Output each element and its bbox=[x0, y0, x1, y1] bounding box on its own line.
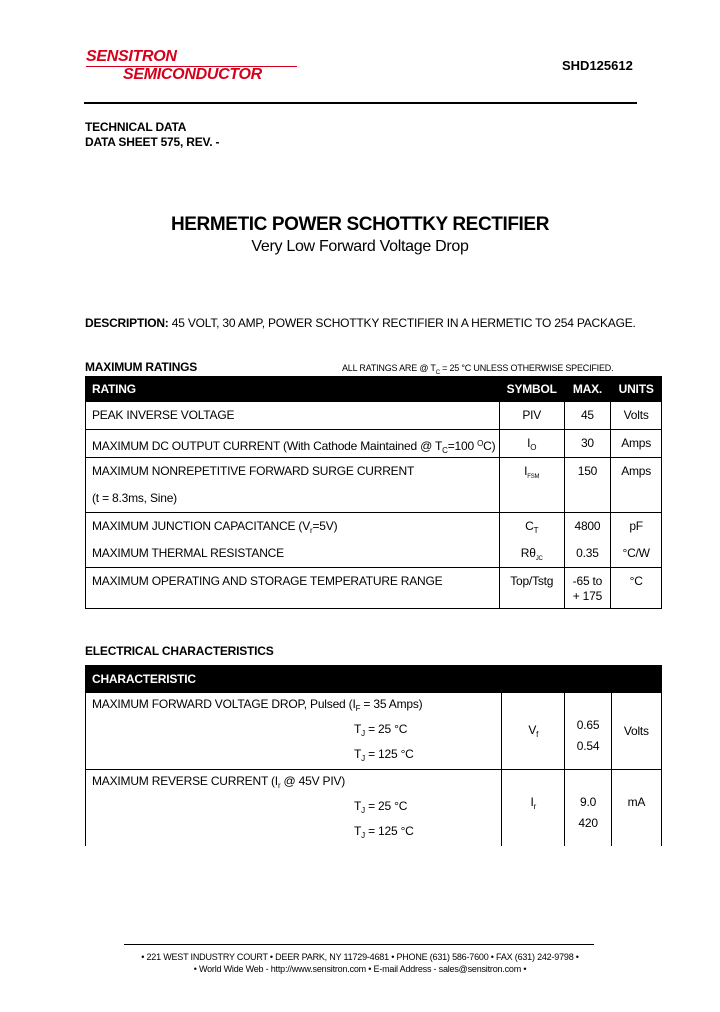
ir-units: mA bbox=[627, 795, 646, 809]
footer-address: • 221 WEST INDUSTRY COURT • DEER PARK, NY 11729-4681 • PHONE (631) 586-7600 • FAX (631) 242-9798 • bbox=[141, 952, 579, 962]
vf-cond2 bbox=[92, 744, 501, 769]
units-temp: °C bbox=[629, 574, 643, 588]
table-row bbox=[86, 458, 662, 513]
ir-symbol-main: I bbox=[530, 795, 534, 809]
symbol-rth bbox=[500, 540, 564, 567]
rating-temp: MAXIMUM OPERATING AND STORAGE TEMPERATURE RANGE bbox=[92, 574, 443, 588]
rating-ct bbox=[92, 513, 499, 540]
table-row bbox=[86, 770, 662, 847]
rating-io-suffix: C) bbox=[483, 439, 496, 453]
symbol-piv: PIV bbox=[522, 408, 542, 422]
page-subtitle: Very Low Forward Voltage Drop bbox=[251, 238, 469, 255]
symbol-ifsm bbox=[500, 458, 564, 485]
ir-cond2-sub: J bbox=[361, 831, 365, 840]
description-text: 45 VOLT, 30 AMP, POWER SCHOTTKY RECTIFIER IN A HERMETIC TO 254 PACKAGE. bbox=[168, 316, 636, 330]
col-max: MAX. bbox=[564, 377, 611, 402]
footer-contact: • World Wide Web - http://www.sensitron.com • E-mail Address - sales@sensitron.com • bbox=[193, 964, 527, 974]
max-ratings-table bbox=[85, 376, 662, 609]
vf-cond1-t: T bbox=[354, 722, 362, 736]
max-ifsm: 150 bbox=[577, 464, 598, 478]
symbol-ct-main: C bbox=[525, 519, 534, 533]
header-rule bbox=[84, 102, 637, 104]
vf-cond1-sub: J bbox=[361, 729, 365, 738]
vf-label bbox=[92, 694, 501, 719]
vf-symbol-main: V bbox=[528, 723, 537, 737]
ir-label-sub: r bbox=[277, 781, 281, 790]
technical-data-label: TECHNICAL DATA bbox=[85, 120, 187, 134]
rating-io bbox=[92, 430, 499, 457]
symbol-ifsm-main: I bbox=[524, 464, 528, 478]
max-io: 30 bbox=[580, 436, 594, 450]
ir-symbol-sub: r bbox=[533, 802, 537, 811]
symbol-io-sub: O bbox=[530, 443, 537, 452]
table-row bbox=[86, 513, 662, 568]
ratings-note-prefix: ALL RATINGS ARE @ T bbox=[342, 363, 436, 373]
ir-label-suffix: @ 45V PIV) bbox=[280, 774, 346, 788]
symbol-rth-main: Rθ bbox=[520, 546, 536, 560]
vf-cond2-t: T bbox=[354, 747, 362, 761]
vf-val2: 0.54 bbox=[576, 739, 600, 753]
col-units: UNITS bbox=[611, 377, 662, 402]
ratings-note-sub: C bbox=[435, 370, 440, 376]
symbol-ifsm-sub: FSM bbox=[527, 474, 540, 480]
vf-symbol-sub: f bbox=[536, 730, 539, 739]
units-ifsm: Amps bbox=[621, 464, 652, 478]
vf-cond1 bbox=[92, 719, 501, 744]
description-label: DESCRIPTION: bbox=[85, 316, 169, 330]
rating-io-sub: C bbox=[442, 446, 448, 455]
col-symbol: SYMBOL bbox=[499, 377, 564, 402]
ir-cond1-t: T bbox=[354, 799, 362, 813]
electrical-table bbox=[85, 665, 662, 846]
ratings-note bbox=[342, 363, 613, 376]
rating-ct-suffix: =5V) bbox=[312, 519, 338, 533]
units-rth: °C/W bbox=[622, 546, 650, 560]
units-piv: Volts bbox=[623, 408, 649, 422]
ir-cond2-val: = 125 °C bbox=[364, 824, 414, 838]
data-sheet-label: DATA SHEET 575, REV. - bbox=[85, 135, 220, 149]
col-characteristic: CHARACTERISTIC bbox=[86, 666, 662, 693]
ratings-note-suffix: = 25 °C UNLESS OTHERWISE SPECIFIED. bbox=[439, 363, 614, 373]
symbol-rth-sub: JC bbox=[535, 556, 543, 562]
rating-io-prefix: MAXIMUM DC OUTPUT CURRENT (With Cathode Maintained @ T bbox=[92, 439, 443, 453]
max-piv: 45 bbox=[580, 408, 594, 422]
vf-label-prefix: MAXIMUM FORWARD VOLTAGE DROP, Pulsed (I bbox=[92, 697, 356, 711]
max-temp-line1: -65 to bbox=[572, 574, 603, 588]
ir-cond2-t: T bbox=[354, 824, 362, 838]
rating-ifsm-line2: (t = 8.3ms, Sine) bbox=[92, 491, 177, 505]
symbol-io-main: I bbox=[527, 436, 531, 450]
symbol-ct-sub: T bbox=[533, 526, 539, 535]
table-row bbox=[86, 568, 662, 609]
col-rating: RATING bbox=[86, 377, 500, 402]
symbol-ct bbox=[500, 513, 564, 540]
table-row bbox=[86, 402, 662, 430]
page-title: HERMETIC POWER SCHOTTKY RECTIFIER bbox=[170, 214, 550, 235]
rating-ct-sub: r bbox=[310, 526, 313, 535]
rating-ct-prefix: MAXIMUM JUNCTION CAPACITANCE (V bbox=[92, 519, 311, 533]
vf-units: Volts bbox=[623, 724, 649, 738]
part-number: SHD125612 bbox=[562, 58, 633, 73]
ir-cond2 bbox=[92, 821, 501, 846]
rating-io-mid: =100 bbox=[447, 439, 478, 453]
rating-io-sup: O bbox=[477, 439, 484, 448]
vf-val1: 0.65 bbox=[576, 718, 600, 732]
table-header-row bbox=[86, 666, 662, 693]
logo-sensitron: SENSITRON bbox=[86, 48, 177, 65]
vf-cond2-sub: J bbox=[361, 754, 365, 763]
symbol-temp: Top/Tstg bbox=[510, 574, 554, 588]
max-ct: 4800 bbox=[574, 519, 601, 533]
ir-label bbox=[92, 771, 501, 796]
vf-label-suffix: = 35 Amps) bbox=[360, 697, 423, 711]
ir-val2: 420 bbox=[578, 816, 598, 830]
table-row bbox=[86, 693, 662, 770]
units-io: Amps bbox=[621, 436, 652, 450]
ir-symbol bbox=[530, 795, 536, 809]
ir-cond1-sub: J bbox=[361, 806, 365, 815]
symbol-io bbox=[500, 430, 564, 457]
max-temp-line2: + 175 bbox=[572, 589, 603, 603]
electrical-heading: ELECTRICAL CHARACTERISTICS bbox=[85, 644, 274, 658]
rating-ifsm-line1: MAXIMUM NONREPETITIVE FORWARD SURGE CURRENT bbox=[92, 464, 415, 478]
vf-symbol bbox=[528, 723, 538, 737]
ir-cond1-val: = 25 °C bbox=[364, 799, 408, 813]
ir-cond1 bbox=[92, 796, 501, 821]
vf-cond1-val: = 25 °C bbox=[364, 722, 408, 736]
units-ct: pF bbox=[629, 519, 643, 533]
vf-cond2-val: = 125 °C bbox=[364, 747, 414, 761]
max-rth: 0.35 bbox=[576, 546, 599, 560]
ir-label-prefix: MAXIMUM REVERSE CURRENT (I bbox=[92, 774, 278, 788]
ir-val1: 9.0 bbox=[580, 795, 597, 809]
table-header-row bbox=[86, 377, 662, 402]
footer-rule bbox=[124, 944, 594, 945]
table-row bbox=[86, 430, 662, 458]
max-ratings-heading: MAXIMUM RATINGS bbox=[85, 360, 198, 374]
rating-rth: MAXIMUM THERMAL RESISTANCE bbox=[92, 546, 284, 560]
logo-semiconductor: SEMICONDUCTOR bbox=[123, 66, 262, 83]
rating-piv: PEAK INVERSE VOLTAGE bbox=[92, 408, 235, 422]
description bbox=[85, 316, 636, 330]
vf-label-sub: F bbox=[355, 704, 361, 713]
